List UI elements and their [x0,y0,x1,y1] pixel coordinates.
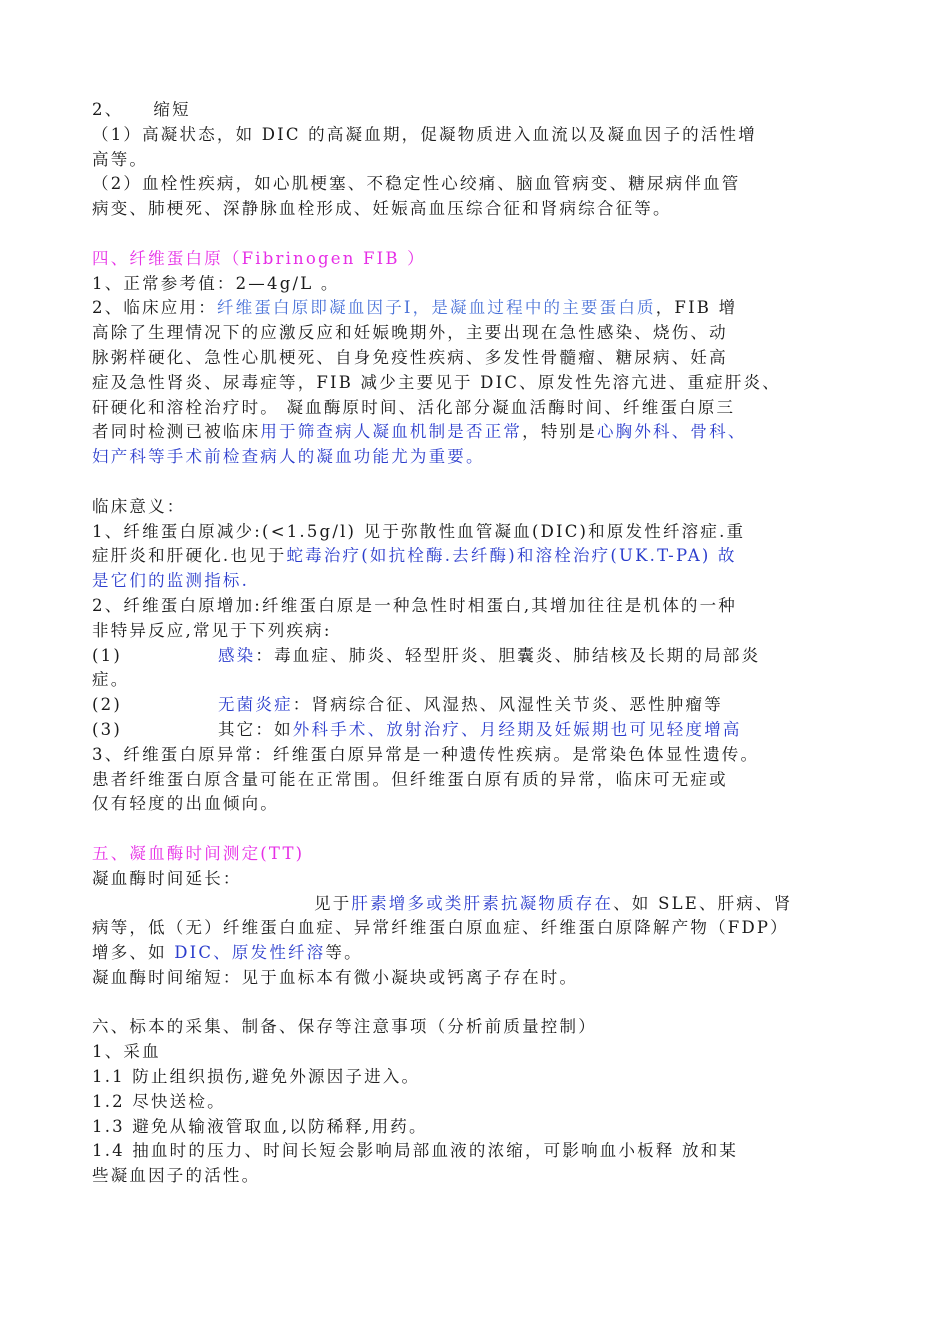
specimen-item1: 1、采血 [92,1042,161,1062]
tt-shortening: 凝血酶时间缩短：见于血标本有微小凝块或钙离子存在时。 [92,967,579,987]
point1-label: 感染 [217,645,256,665]
decrease-line2-b: 蛇毒治疗(如抗栓酶.去纤酶)和溶栓治疗(UK.T-PA) 故 [286,546,737,566]
fib-clinical-line4: 症及急性肾炎、尿毒症等，FIB 减少主要见于 DIC、原发性先溶亢进、重症肝炎、 [92,372,781,392]
shorten-title-num: 2、 [92,100,124,119]
specimen-item1-4-line2: 些凝血因子的活性。 [92,1166,261,1186]
tt-ext3-a: 增多、如 [92,943,175,963]
fib-heading: 四、纤维蛋白原（Fibrinogen FIB ） [92,248,426,268]
document-page [92,98,862,1189]
shorten-title [92,98,862,123]
meaning-title: 临床意义： [92,496,186,516]
meaning-decrease-line2 [92,544,862,569]
meaning-point2 [92,693,862,718]
tt-ext-b: 肝素增多或类肝素抗凝物质存在 [351,893,614,913]
fib-clinical-highlight: 纤维蛋白原即凝血因子Ⅰ，是凝血过程中的主要蛋白质 [216,298,656,318]
fib-line6-c: ，特别是 [522,422,597,442]
specimen-item1-4-line1: 1.4 抽血时的压力、时间长短会影响局部血液的浓缩，可影响血小板释 放和某 [92,1141,739,1161]
tt-ext3-c: 等。 [325,943,363,963]
tt-heading: 五、凝血酶时间测定(TT) [92,843,305,863]
meaning-increase-line2: 非特异反应,常见于下列疾病: [92,620,332,640]
decrease-line2-a: 症肝炎和肝硬化.也见于 [92,546,287,566]
shorten-title-text: 缩短 [153,100,191,119]
fib-normal-range: 1、正常参考值：2—4g/L 。 [92,273,340,293]
point3-label: 其它：如 [217,719,293,739]
shorten-item2-line1: （2）血栓性疾病，如心肌梗塞、不稳定性心绞痛、脑血管病变、糖尿病伴血管 [92,174,741,194]
meaning-decrease-line3: 是它们的监测指标. [92,571,250,591]
tt-ext3-b: DIC、原发性纤溶 [174,943,326,963]
specimen-item1-2: 1.2 尽快送检。 [92,1091,226,1111]
specimen-item1-1: 1.1 防止组织损伤,避免外源因子进入。 [92,1067,421,1087]
fib-line6-a: 者同时检测已被临床 [92,422,261,442]
point2-text: ：肾病综合征、风湿热、风湿性关节炎、恶性肿瘤等 [292,695,723,715]
tt-extension-line3 [92,941,862,966]
tt-extension-line2: 病等，低（无）纤维蛋白血症、异常纤维蛋白原血症、纤维蛋白原降解产物（FDP） [92,918,789,938]
fib-clinical-rest: ，FIB 增 [655,298,738,318]
meaning-point1-line2: 症。 [92,670,130,690]
shorten-item1-line1: （1）高凝状态，如 DIC 的高凝血期，促凝物质进入血流以及凝血因子的活性增 [92,124,757,144]
fib-line6-b: 用于筛查病人凝血机制是否正常 [260,422,523,442]
tt-ext-a: 见于 [314,893,352,913]
point2-num: (2) [92,695,122,715]
meaning-abnormal-line2: 患者纤维蛋白原含量可能在正常围。但纤维蛋白原有质的异常，临床可无症或 [92,769,728,789]
fib-clinical-line5: 矸硬化和溶栓治疗时。 凝血酶原时间、活化部分凝血活酶时间、纤维蛋白原三 [92,397,736,417]
meaning-decrease-line1: 1、纤维蛋白原减少:(<1.5g/l) 见于弥散性血管凝血(DIC)和原发性纤溶症.重 [92,521,746,541]
meaning-point1 [92,644,862,669]
point3-num: (3) [92,719,122,739]
meaning-abnormal-line1: 3、纤维蛋白原异常：纤维蛋白原异常是一种遗传性疾病。是常染色体显性遗传。 [92,744,760,764]
fib-clinical-line2: 高除了生理情况下的应激反应和妊娠晚期外，主要出现在急性感染、烧伤、动 [92,323,728,343]
fib-clinical-line6 [92,420,862,445]
specimen-item1-3: 1.3 避免从输液管取血,以防稀释,用药。 [92,1116,428,1136]
fib-line6-d: 心胸外科、骨科、 [596,422,747,442]
fib-clinical-label: 2、临床应用： [92,298,217,318]
point1-text: ：毒血症、肺炎、轻型肝炎、胆囊炎、肺结核及长期的局部炎 [255,645,761,665]
tt-extension-title: 凝血酶时间延长： [92,868,242,888]
specimen-title: 六、标本的采集、制备、保存等注意事项（分析前质量控制） [92,1017,597,1037]
meaning-increase-line1: 2、纤维蛋白原增加:纤维蛋白原是一种急性时相蛋白,其增加往往是机体的一种 [92,595,738,615]
fib-clinical-line1 [92,296,862,321]
meaning-abnormal-line3: 仅有轻度的出血倾向。 [92,794,279,814]
fib-clinical-line7: 妇产科等手术前检查病人的凝血功能尤为重要。 [92,447,485,467]
tt-ext-c: 、如 SLE、肝病、肾 [613,893,793,913]
point3-text: 外科手术、放射治疗、月经期及妊娠期也可见轻度增高 [292,719,742,739]
shorten-item2-line2: 病变、肺梗死、深静脉血栓形成、妊娠高血压综合征和肾病综合征等。 [92,199,672,219]
shorten-item1-line2: 高等。 [92,149,149,169]
point2-label: 无菌炎症 [217,695,293,715]
point1-num: (1) [92,645,122,665]
fib-clinical-line3: 脉粥样硬化、急性心肌梗死、自身免疫性疾病、多发性骨髓瘤、糖尿病、妊高 [92,347,728,367]
tt-extension-line1 [92,892,862,917]
meaning-point3 [92,718,862,743]
